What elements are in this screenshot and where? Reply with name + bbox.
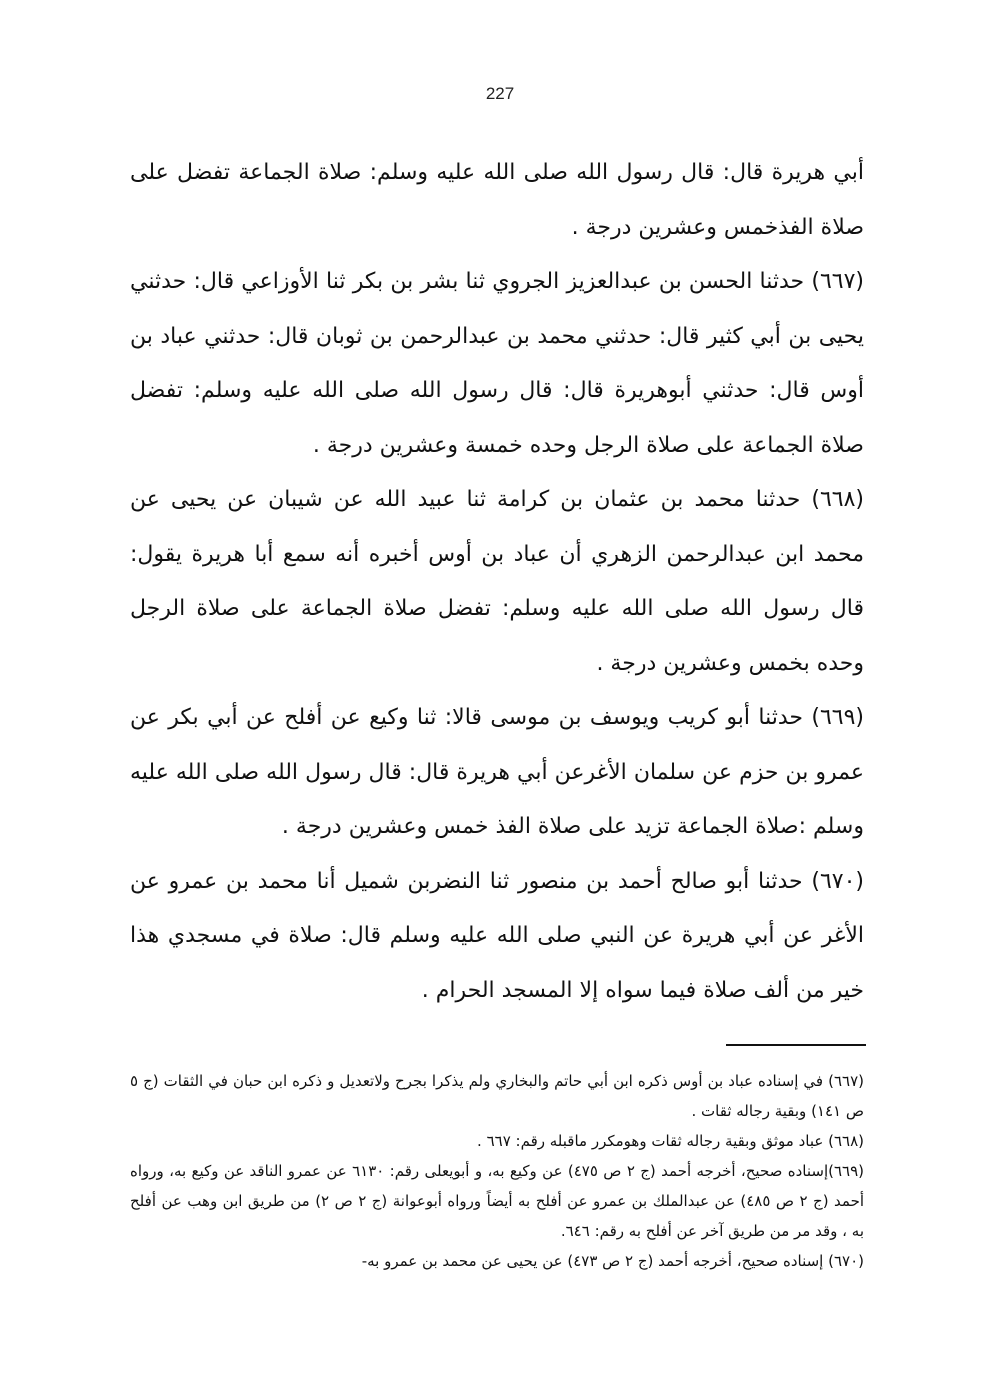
footnote-divider: [726, 1044, 866, 1046]
main-text: [130, 146, 864, 1018]
paragraph-continuation: أبي هريرة قال: قال رسول الله صلى الله عليه وسلم: صلاة الجماعة تفضل على صلاة الفذخمس وعشرين درجة .: [130, 160, 864, 240]
footnote-669: (٦٦٩)إسناده صحيح، أخرجه أحمد (ج ٢ ص ٤٧٥) عن وكيع به، و أبويعلى رقم: ٦١٣٠ عن عمرو الناقد عن وكيع به، ورواه أحمد (ج ٢ ص ٤٨٥) عن عبدالملك بن عمرو عن أفلح به أيضاً ورواه أبوعوانة (ج ٢ ص ٢) من طريق ابن وهب عن أفلح به ، وقد مر من طريق آخر عن أفلح به رقم: ٦٤٦.: [130, 1162, 865, 1240]
hadith-670: (٦٧٠) حدثنا أبو صالح أحمد بن منصور ثنا النضربن شميل أنا محمد بن عمرو عن الأغر عن أبي هريرة عن النبي صلى الله عليه وسلم قال: صلاة في مسجدي هذا خير من ألف صلاة فيما سواه إلا المسجد الحرام .: [130, 868, 864, 1003]
footnotes: [130, 1066, 864, 1276]
page-number: 227: [485, 84, 515, 103]
footnote-667: (٦٦٧) في إسناده عباد بن أوس ذكره ابن أبي حاتم والبخاري ولم يذكرا بجرح ولاتعديل و ذكره ابن حبان في الثقات (ج ٥ ص ١٤١) وبقية رجاله ثقات .: [130, 1072, 864, 1120]
hadith-669: (٦٦٩) حدثنا أبو كريب ويوسف بن موسى قالا: ثنا وكيع عن أفلح عن أبي بكر عن عمرو بن حزم عن سلمان الأغرعن أبي هريرة قال: قال رسول الله صلى الله عليه وسلم :صلاة الجماعة تزيد على صلاة الفذ خمس وعشرين درجة .: [130, 705, 864, 839]
hadith-668: (٦٦٨) حدثنا محمد بن عثمان بن كرامة ثنا عبيد الله عن شيبان عن يحيى عن محمد ابن عبدالرحمن الزهري أن عباد بن أوس أخبره أنه سمع أبا هريرة يقول: قال رسول الله صلى الله عليه وسلم: تفضل صلاة الجماعة على صلاة الرجل وحده بخمس وعشرين درجة .: [130, 487, 864, 676]
footnote-668: (٦٦٨) عباد موثق وبقية رجاله ثقات وهومكرر ماقبله رقم: ٦٦٧ .: [477, 1132, 864, 1150]
hadith-667: (٦٦٧) حدثنا الحسن بن عبدالعزيز الجروي ثنا بشر بن بكر ثنا الأوزاعي قال: حدثني يحيى بن أبي كثير قال: حدثني محمد بن عبدالرحمن بن ثوبان قال: حدثني عباد بن أوس قال: حدثني أبوهريرة قال: قال رسول الله صلى الله عليه وسلم: تفضل صلاة الجماعة على صلاة الرجل وحده خمسة وعشرين درجة .: [130, 269, 864, 458]
footnote-670: (٦٧٠) إسناده صحيح، أخرجه أحمد (ج ٢ ص ٤٧٣) عن يحيى عن محمد بن عمرو به-: [361, 1252, 864, 1270]
